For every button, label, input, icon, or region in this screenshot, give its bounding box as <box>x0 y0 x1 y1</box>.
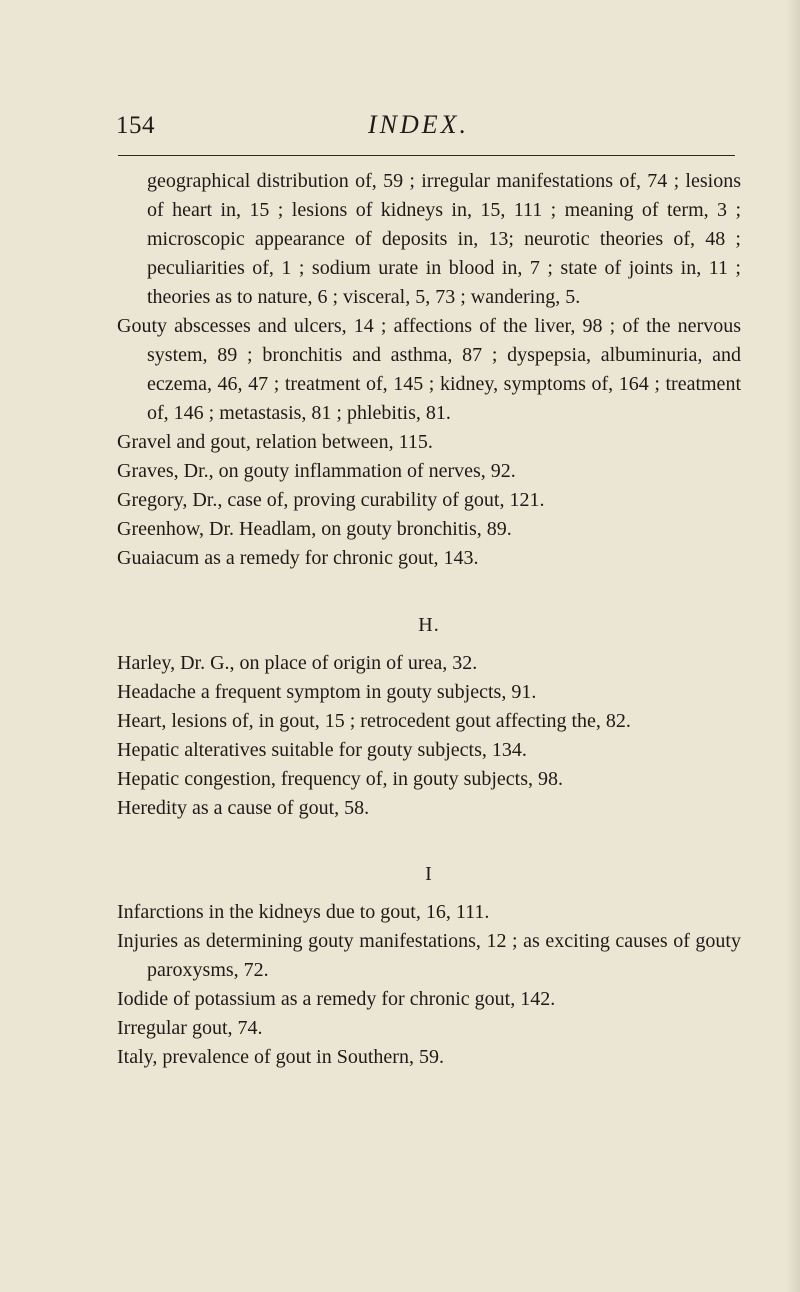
page-edge-shadow <box>786 0 800 1292</box>
section-heading-h: H. <box>418 614 440 636</box>
section-heading-i: I <box>425 863 433 885</box>
index-entry: Harley, Dr. G., on place of origin of urea, 32. <box>117 652 478 674</box>
page-number: 154 <box>116 112 155 139</box>
page-header <box>116 110 736 150</box>
index-entry: Iodide of potassium as a remedy for chronic gout, 142. <box>117 988 556 1010</box>
index-entry: Infarctions in the kidneys due to gout, 16, 111. <box>117 901 490 923</box>
index-entry: Hepatic alteratives suitable for gouty subjects, 134. <box>117 739 527 761</box>
index-entry: Heart, lesions of, in gout, 15 ; retrocedent gout affecting the, 82. <box>117 710 631 732</box>
header-rule <box>118 155 735 156</box>
index-entry: Hepatic congestion, frequency of, in gouty subjects, 98. <box>117 768 563 790</box>
index-body <box>117 167 741 1072</box>
index-entry: Heredity as a cause of gout, 58. <box>117 797 370 819</box>
index-entry: Gouty abscesses and ulcers, 14 ; affections of the liver, 98 ; of the nervous system, 89 ; bronchitis and asthma, 87 ; dyspepsia, albuminuria, and eczema, 46, 47 ; treatment of, 145 ; kidney, symptoms of, 164 ; treatment of, 146 ; metastasis, 81 ; phlebitis, 81. <box>117 315 741 424</box>
index-entry: Graves, Dr., on gouty inflammation of nerves, 92. <box>117 460 516 482</box>
index-entry: Gravel and gout, relation between, 115. <box>117 431 433 453</box>
index-entry: Gregory, Dr., case of, proving curability of gout, 121. <box>117 489 545 511</box>
index-entry: Irregular gout, 74. <box>117 1017 263 1039</box>
index-entry: Headache a frequent symptom in gouty subjects, 91. <box>117 681 537 703</box>
running-head: INDEX. <box>368 110 470 139</box>
index-entry-continuation: geographical distribution of, 59 ; irregular manifestations of, 74 ; lesions of heart in, 15 ; lesions of kidneys in, 15, 111 ; meaning of term, 3 ; microscopic appearance of deposits in, 13; neurotic theories of, 48 ; peculiarities of, 1 ; sodium urate in blood in, 7 ; state of joints in, 11 ; theories as to nature, 6 ; visceral, 5, 73 ; wandering, 5. <box>147 170 741 308</box>
index-entry: Guaiacum as a remedy for chronic gout, 143. <box>117 547 479 569</box>
index-entry: Greenhow, Dr. Headlam, on gouty bronchitis, 89. <box>117 518 512 540</box>
index-entry: Injuries as determining gouty manifestations, 12 ; as exciting causes of gouty paroxysms, 72. <box>117 930 741 981</box>
index-entry: Italy, prevalence of gout in Southern, 59. <box>117 1046 444 1068</box>
